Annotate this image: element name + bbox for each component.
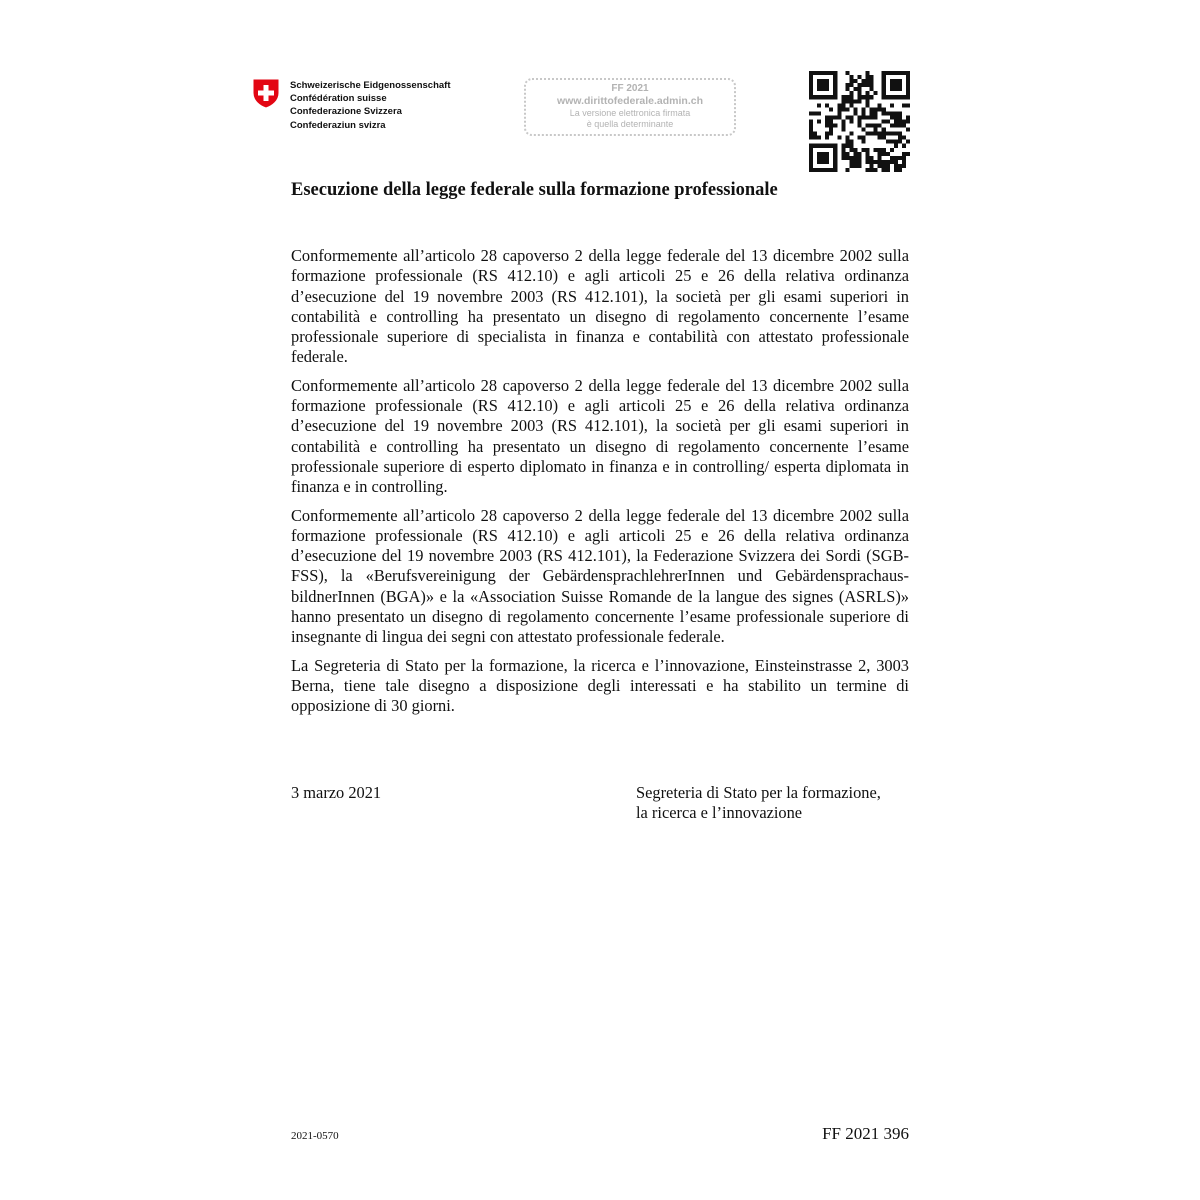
paragraph-2-text: Conformemente all’articolo 28 capoverso 2 della legge federale del 13 dicembre 2002 sulla formazione professionale (RS 412.10) e agli articoli 25 e 26 della relativa ordinanza d’esecuzione del 19 novembre 2003 (RS 412.101), la società per gli esami superiori in contabilità e controlling ha presentato un disegno di regolamento concernente l’esame professionale superiore di esperto diplomato in finanza e in controlling/ esperta diplomata in finanza e in controlling. <box>291 375 909 497</box>
paragraph-1 <box>291 246 909 368</box>
swiss-coat-of-arms-icon <box>252 78 280 109</box>
document-title: Esecuzione della legge federale sulla formazione professionale <box>291 180 778 200</box>
paragraph-4 <box>291 656 909 717</box>
issuer-block <box>636 783 881 824</box>
confederation-name-fr: Confédération suisse <box>290 93 387 105</box>
document-date: 3 marzo 2021 <box>291 783 382 802</box>
paragraph-1-text: Conformemente all’articolo 28 capoverso 2 della legge federale del 13 dicembre 2002 sulla formazione professionale (RS 412.10) e agli articoli 25 e 26 della relativa ordinanza d’esecuzione del 19 novembre 2003 (RS 412.101), la società per gli esami superiori in contabilità e controlling ha presentato un disegno di regolamento concernente l’esame professionale superiore di specialista in finanza e contabilità con attestato professionale federale. <box>291 246 909 367</box>
document-number: 2021-0570 <box>291 1130 339 1142</box>
stamp-note-1: La versione elettronica firmata <box>569 108 691 118</box>
confederation-name-de: Schweizerische Eidgenossenschaft <box>290 80 451 91</box>
stamp-url: www.dirittofederale.admin.ch <box>556 95 704 107</box>
electronic-version-stamp <box>524 78 736 136</box>
confederation-name-it: Confederazione Svizzera <box>290 106 402 118</box>
page-reference: FF 2021 396 <box>822 1124 909 1143</box>
issuer-line-1: Segreteria di Stato per la formazione, <box>636 783 881 802</box>
paragraph-3 <box>291 506 909 648</box>
document-body <box>291 246 909 725</box>
stamp-note-2: è quella determinante <box>586 119 674 129</box>
confederation-logo <box>252 78 451 132</box>
paragraph-4-text: La Segreteria di Stato per la formazione, la ricerca e l’innovazione, Einsteinstrasse 2, 3003 Berna, tiene tale disegno a disposizione degli interessati e ha stabilito un termine di opposizione di 30 giorni. <box>291 655 909 716</box>
confederation-name-rm: Confederaziun svizra <box>290 119 386 131</box>
paragraph-3-text: Conformemente all’articolo 28 capoverso 2 della legge federale del 13 dicembre 2002 sulla formazione professionale (RS 412.10) e agli articoli 25 e 26 della relativa ordinanza d’esecuzione del 19 novembre 2003 (RS 412.101), la Federazione Svizzera dei Sordi (SGB-FSS), la «Berufsvereinigung der GebärdensprachlehrerInnen und Gebärdensprachaus- bildnerInnen (BGA)» e la «Association Suisse Romande de la langue des signes (ASRLS)» hanno presentato un disegno di regolamento concernente l’esame professionale superiore di insegnante di lingua dei segni con attestato professionale federale. <box>291 505 909 647</box>
paragraph-2 <box>291 376 909 498</box>
confederation-names <box>290 79 451 132</box>
qr-code-icon <box>809 71 910 172</box>
issuer-line-2: la ricerca e l’innovazione <box>636 803 803 823</box>
stamp-ff: FF 2021 <box>611 83 649 94</box>
